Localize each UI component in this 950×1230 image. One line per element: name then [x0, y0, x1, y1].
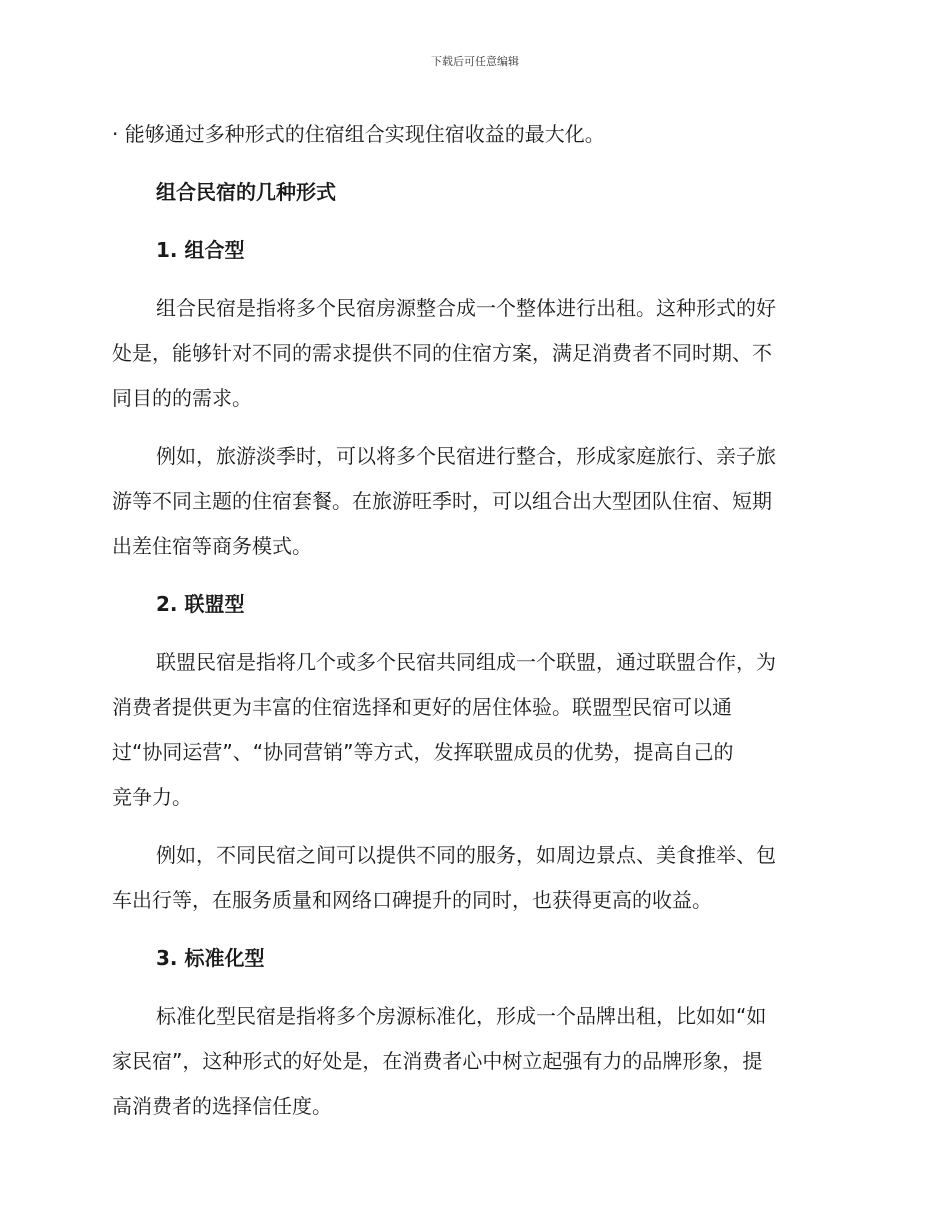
- paragraph-combination-definition: [112, 286, 837, 421]
- document-body: [112, 112, 837, 1142]
- paragraph-line: 车出行等，在服务质量和网络口碑提升的同时，也获得更高的收益。: [112, 888, 712, 912]
- paragraph-line: 组合民宿是指将多个民宿房源整合成一个整体进行出租。这种形式的好: [156, 296, 776, 320]
- paragraph-line: 家民宿”，这种形式的好处是，在消费者心中树立起强有力的品牌形象，提: [112, 1049, 763, 1073]
- paragraph-combination-example: [112, 434, 837, 569]
- paragraph-alliance-definition: [112, 640, 837, 820]
- paragraph-line: 标准化型民宿是指将多个房源标准化，形成一个品牌出租，比如如“如: [156, 1004, 767, 1028]
- subheading-alliance-type: 2. 联盟型: [156, 592, 245, 616]
- subheading-standardized-type: 3. 标准化型: [156, 946, 265, 970]
- paragraph-line: 高消费者的选择信任度。: [112, 1094, 332, 1118]
- paragraph-line: 游等不同主题的住宿套餐。在旅游旺季时，可以组合出大型团队住宿、短期: [112, 489, 772, 513]
- section-title: 组合民宿的几种形式: [156, 180, 336, 204]
- bullet-point: · 能够通过多种形式的住宿组合实现住宿收益的最大化。: [112, 122, 605, 146]
- paragraph-standardized-definition: [112, 994, 837, 1129]
- subheading-combination-type: 1. 组合型: [156, 238, 245, 262]
- paragraph-line: 例如，旅游淡季时，可以将多个民宿进行整合，形成家庭旅行、亲子旅: [156, 444, 776, 468]
- paragraph-alliance-example: [112, 833, 837, 923]
- paragraph-line: 出差住宿等商务模式。: [112, 534, 312, 558]
- paragraph-line: 过“协同运营”、“协同营销”等方式，发挥联盟成员的优势，提高自己的: [112, 740, 734, 764]
- paragraph-line: 处是，能够针对不同的需求提供不同的住宿方案，满足消费者不同时期、不: [112, 341, 772, 365]
- paragraph-line: 例如，不同民宿之间可以提供不同的服务，如周边景点、美食推举、包: [156, 843, 776, 867]
- paragraph-line: 联盟民宿是指将几个或多个民宿共同组成一个联盟，通过联盟合作，为: [156, 650, 776, 674]
- paragraph-line: 消费者提供更为丰富的住宿选择和更好的居住体验。联盟型民宿可以通: [112, 695, 732, 719]
- paragraph-line: 竞争力。: [112, 785, 192, 809]
- paragraph-line: 同目的的需求。: [112, 386, 252, 410]
- header-note: 下载后可任意编辑: [431, 55, 519, 68]
